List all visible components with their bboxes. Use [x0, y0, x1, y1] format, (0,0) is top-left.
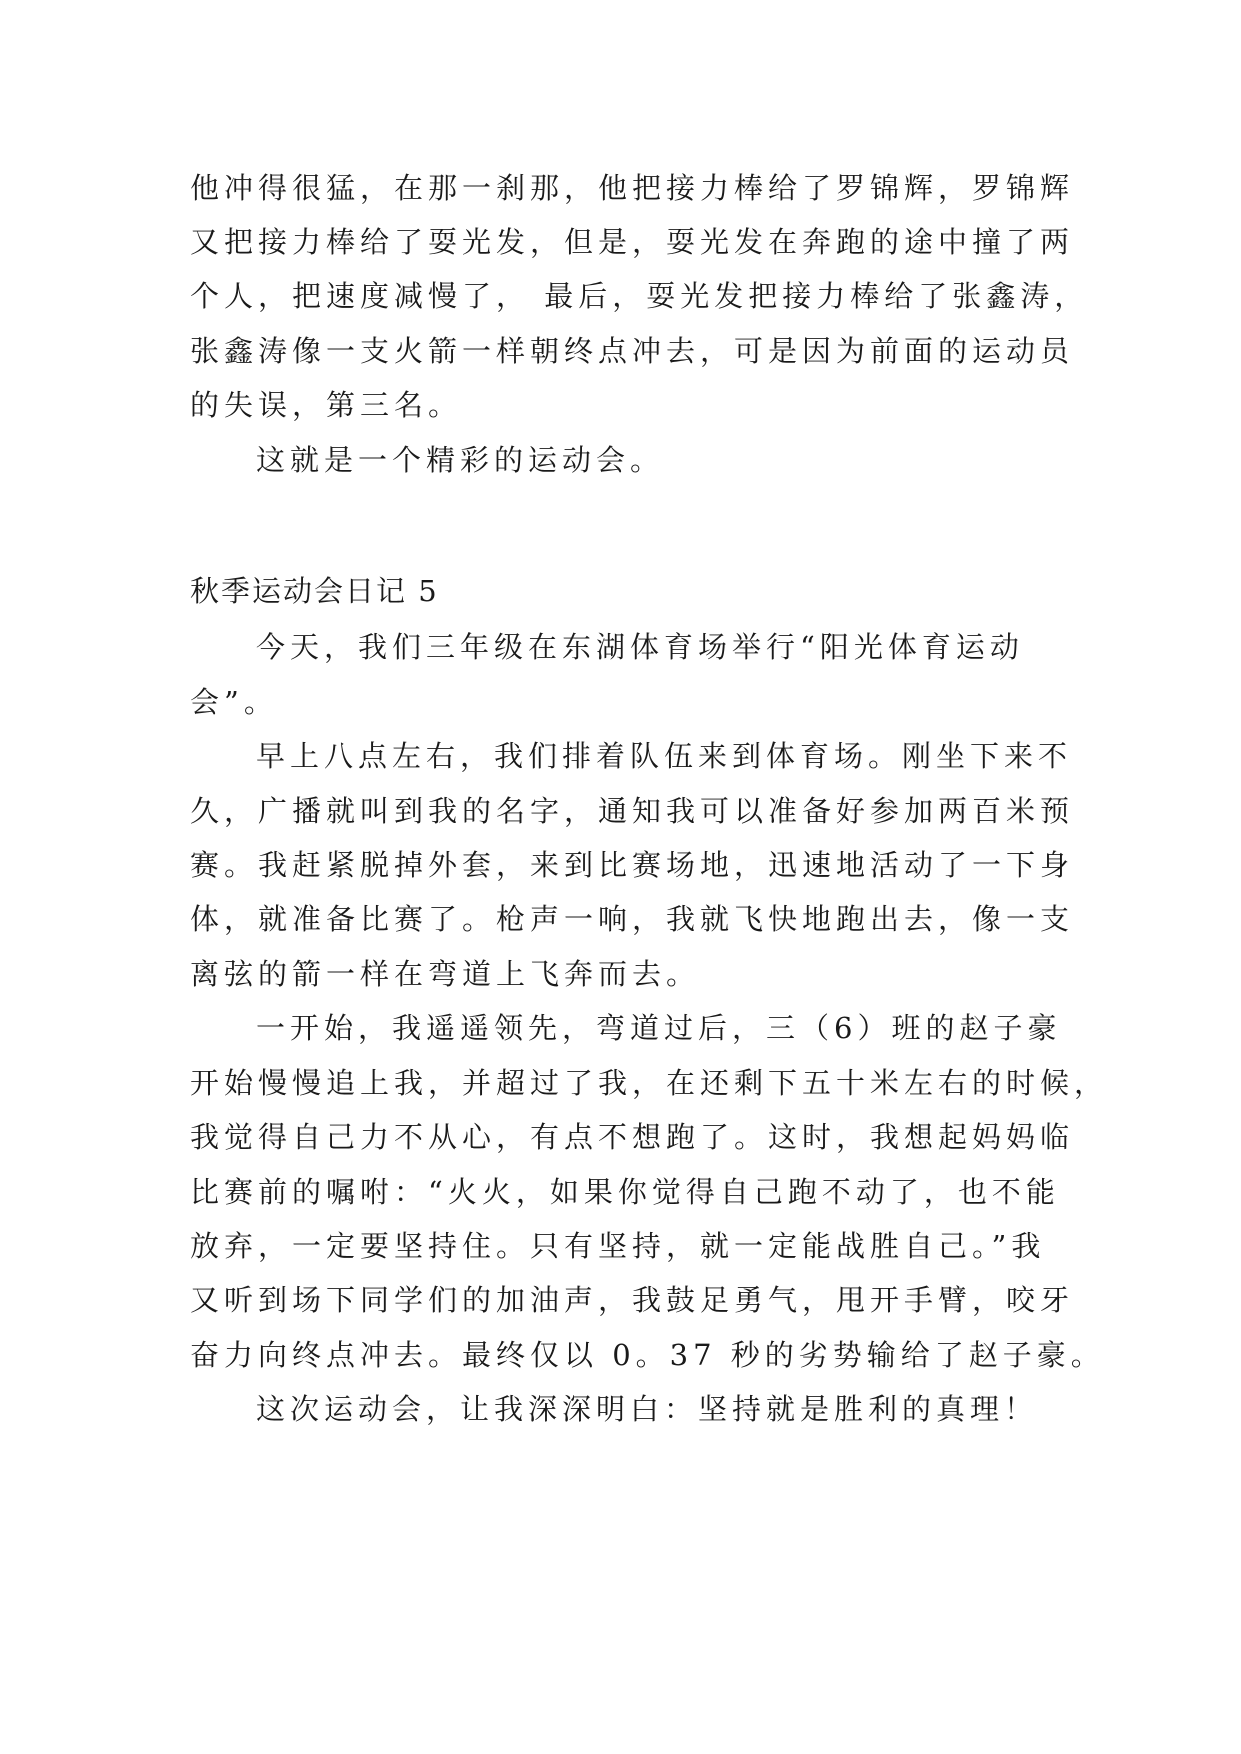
text-line: 今天，我们三年级在东湖体育场举行“阳光体育运动 [256, 630, 1024, 664]
text-line: 这次运动会，让我深深明白：坚持就是胜利的真理！ [256, 1392, 1039, 1426]
text-line: 一开始，我遥遥领先，弯道过后，三（6）班的赵子豪 [256, 1011, 1062, 1045]
text-line: 久，广播就叫到我的名字，通知我可以准备好参加两百米预 [190, 794, 1075, 828]
text-line: 开始慢慢追上我，并超过了我，在还剩下五十米左右的时候， [190, 1066, 1109, 1100]
text-line: 又把接力棒给了耍光发，但是，耍光发在奔跑的途中撞了两 [190, 225, 1075, 259]
text-line: 个人，把速度减慢了， 最后，耍光发把接力棒给了张鑫涛， [190, 279, 1089, 313]
text-line: 张鑫涛像一支火箭一样朝终点冲去，可是因为前面的运动员 [190, 334, 1075, 368]
text-line: 我觉得自己力不从心，有点不想跑了。这时，我想起妈妈临 [190, 1120, 1075, 1154]
text-line: 奋力向终点冲去。最终仅以 0。37 秒的劣势输给了赵子豪。 [190, 1338, 1105, 1372]
text-line: 的失误，第三名。 [190, 388, 463, 422]
text-line: 他冲得很猛，在那一刹那，他把接力棒给了罗锦辉，罗锦辉 [190, 171, 1075, 205]
text-line: 体，就准备比赛了。枪声一响，我就飞快地跑出去，像一支 [190, 902, 1075, 936]
text-line: 赛。我赶紧脱掉外套，来到比赛场地，迅速地活动了一下身 [190, 848, 1075, 882]
text-line: 这就是一个精彩的运动会。 [256, 443, 665, 477]
text-line: 比赛前的嘱咐：“火火，如果你觉得自己跑不动了，也不能 [190, 1175, 1060, 1209]
text-line: 又听到场下同学们的加油声，我鼓足勇气，甩开手臂，咬牙 [190, 1283, 1075, 1317]
text-line: 放弃，一定要坚持住。只有坚持，就一定能战胜自己。”我 [190, 1229, 1046, 1263]
text-line: 会”。 [190, 685, 278, 719]
text-line: 离弦的箭一样在弯道上飞奔而去。 [190, 957, 701, 991]
text-line: 早上八点左右，我们排着队伍来到体育场。刚坐下来不 [256, 739, 1073, 773]
section-heading: 秋季运动会日记 5 [190, 574, 439, 608]
